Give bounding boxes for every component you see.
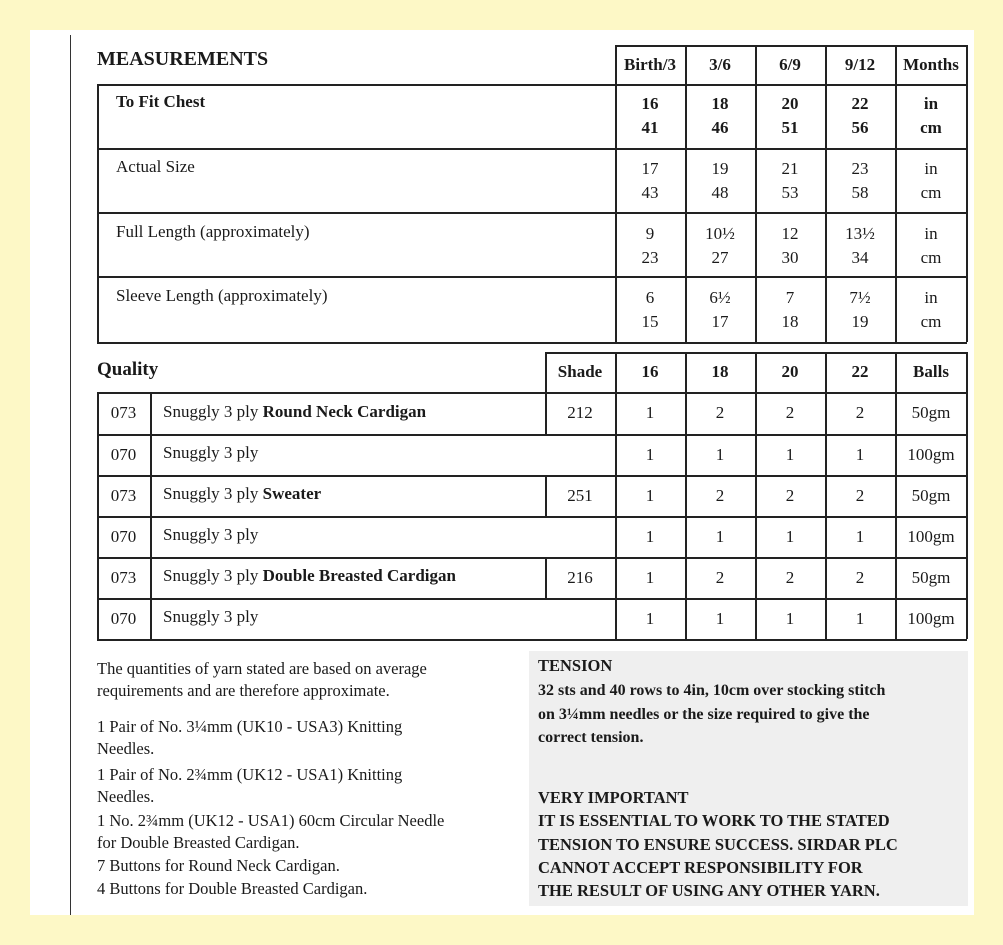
- ball-qty: 1: [855, 444, 865, 464]
- sleeve-in: 6½: [709, 288, 731, 307]
- quantities-note-line1: The quantities of yarn stated are based on average: [97, 659, 427, 678]
- chest-cm: 56: [851, 118, 869, 137]
- chest-in: 20: [781, 94, 799, 113]
- important-line2: TENSION TO ENSURE SUCCESS. SIRDAR PLC: [538, 835, 898, 854]
- length-in: 12: [781, 224, 799, 243]
- size-header-birth-3: Birth/3: [624, 55, 676, 74]
- important-line1: IT IS ESSENTIAL TO WORK TO THE STATED: [538, 811, 890, 830]
- yarn-code: 073: [110, 485, 137, 505]
- ball-qty: 1: [645, 567, 655, 587]
- size-header-6-9: 6/9: [779, 55, 801, 74]
- quantities-note-line2: requirements and are therefore approximate.: [97, 681, 390, 700]
- chest-size-header: 20: [781, 362, 799, 381]
- unit-cm: cm: [920, 312, 942, 331]
- sleeve-cm: 19: [851, 312, 869, 331]
- yarn-name: Snuggly 3 ply: [163, 484, 259, 503]
- quality-title: Quality: [97, 359, 159, 380]
- very-important-title: VERY IMPORTANT: [538, 788, 689, 807]
- margin-rule: [70, 35, 71, 915]
- actual-in: 19: [711, 159, 729, 178]
- ball-weight: 100gm: [907, 608, 955, 628]
- ball-qty: 1: [645, 526, 655, 546]
- garment-name: Double Breasted Cardigan: [262, 566, 456, 585]
- sleeve-in: 7: [785, 288, 795, 307]
- sleeve-cm: 17: [711, 312, 729, 331]
- needles-3-25-line1: 1 Pair of No. 3¼mm (UK10 - USA3) Knitting: [97, 717, 403, 736]
- ball-qty: 1: [785, 444, 795, 464]
- ball-weight: 50gm: [911, 567, 951, 587]
- yarn-code: 070: [110, 444, 137, 464]
- length-cm: 23: [641, 248, 659, 267]
- unit-in: in: [923, 94, 939, 113]
- chest-size-header: 22: [851, 362, 869, 381]
- needles-3-25-line2: Needles.: [97, 739, 155, 758]
- actual-cm: 53: [781, 183, 799, 202]
- important-line3: CANNOT ACCEPT RESPONSIBILITY FOR: [538, 858, 863, 877]
- unit-cm: cm: [920, 248, 942, 267]
- row-label: Sleeve Length (approximately): [116, 286, 328, 305]
- chest-size-header: 16: [641, 362, 659, 381]
- chest-cm: 41: [641, 118, 659, 137]
- ball-qty: 1: [715, 444, 725, 464]
- unit-in: in: [924, 159, 938, 178]
- circular-needle-line2: for Double Breasted Cardigan.: [97, 833, 300, 852]
- ball-qty: 2: [785, 403, 795, 422]
- actual-in: 21: [781, 159, 799, 178]
- yarn-code: 073: [110, 567, 137, 587]
- actual-cm: 43: [641, 183, 659, 202]
- tension-line3: correct tension.: [538, 729, 644, 746]
- ball-weight: 50gm: [911, 485, 951, 505]
- ball-weight: 100gm: [907, 444, 955, 464]
- months-header: Months: [903, 55, 959, 74]
- length-in: 9: [645, 224, 655, 243]
- ball-qty: 2: [715, 485, 725, 505]
- ball-qty: 2: [715, 567, 725, 587]
- shade-number: 216: [567, 567, 593, 587]
- garment-name: Round Neck Cardigan: [262, 402, 427, 421]
- garment-name: Sweater: [262, 484, 322, 503]
- buttons-double-breasted: 4 Buttons for Double Breasted Cardigan.: [97, 879, 368, 898]
- chest-in: 18: [711, 94, 729, 113]
- shade-header: Shade: [557, 362, 603, 381]
- row-label: Full Length (approximately): [116, 222, 310, 241]
- ball-qty: 1: [785, 608, 795, 628]
- actual-cm: 48: [711, 183, 729, 202]
- length-cm: 30: [781, 248, 799, 267]
- buttons-round-neck: 7 Buttons for Round Neck Cardigan.: [97, 856, 340, 875]
- ball-qty: 1: [715, 526, 725, 546]
- ball-qty: 1: [645, 444, 655, 464]
- circular-needle-line1: 1 No. 2¾mm (UK12 - USA1) 60cm Circular Needle: [97, 811, 445, 830]
- chest-size-header: 18: [711, 362, 729, 381]
- unit-in: in: [924, 288, 938, 307]
- ball-qty: 2: [855, 567, 865, 587]
- tension-line2: on 3¼mm needles or the size required to give the: [538, 706, 870, 723]
- ball-qty: 2: [855, 485, 865, 505]
- length-cm: 34: [851, 248, 869, 267]
- yarn-code: 070: [110, 608, 137, 628]
- unit-cm: cm: [920, 118, 942, 137]
- length-in: 13½: [845, 224, 875, 243]
- yarn-name: Snuggly 3 ply: [163, 607, 259, 626]
- ball-qty: 1: [645, 485, 655, 505]
- length-cm: 27: [711, 248, 729, 267]
- chest-cm: 46: [711, 118, 729, 137]
- row-label: Actual Size: [116, 157, 195, 176]
- yarn-name: Snuggly 3 ply: [163, 566, 259, 585]
- ball-qty: 2: [785, 485, 795, 505]
- needles-2-75-line1: 1 Pair of No. 2¾mm (UK12 - USA1) Knitting: [97, 765, 403, 784]
- yarn-code: 073: [110, 403, 137, 422]
- actual-cm: 58: [851, 183, 869, 202]
- ball-qty: 1: [715, 608, 725, 628]
- chest-in: 16: [641, 94, 659, 113]
- row-label: To Fit Chest: [116, 92, 206, 111]
- size-header-9-12: 9/12: [844, 55, 876, 74]
- ball-qty: 2: [715, 403, 725, 422]
- measurements-title: MEASUREMENTS: [97, 48, 269, 70]
- sleeve-cm: 18: [781, 312, 799, 331]
- yarn-code: 070: [110, 526, 137, 546]
- ball-qty: 2: [855, 403, 865, 422]
- chest-in: 22: [851, 94, 869, 113]
- yarn-name: Snuggly 3 ply: [163, 443, 259, 462]
- shade-number: 251: [567, 485, 593, 505]
- ball-qty: 2: [785, 567, 795, 587]
- ball-weight: 50gm: [911, 403, 951, 422]
- yarn-name: Snuggly 3 ply: [163, 402, 259, 421]
- needles-2-75-line2: Needles.: [97, 787, 155, 806]
- important-line4: THE RESULT OF USING ANY OTHER YARN.: [538, 881, 880, 900]
- sleeve-in: 7½: [849, 288, 871, 307]
- unit-cm: cm: [920, 183, 942, 202]
- chest-cm: 51: [781, 118, 799, 137]
- unit-in: in: [924, 224, 938, 243]
- balls-header: Balls: [913, 362, 949, 381]
- ball-qty: 1: [645, 403, 655, 422]
- tension-line1: 32 sts and 40 rows to 4in, 10cm over stocking stitch: [538, 682, 886, 699]
- ball-qty: 1: [785, 526, 795, 546]
- yarn-name: Snuggly 3 ply: [163, 525, 259, 544]
- actual-in: 23: [851, 159, 869, 178]
- ball-qty: 1: [855, 526, 865, 546]
- ball-qty: 1: [645, 608, 655, 628]
- sleeve-cm: 15: [641, 312, 659, 331]
- actual-in: 17: [641, 159, 659, 178]
- ball-weight: 100gm: [907, 526, 955, 546]
- sleeve-in: 6: [645, 288, 655, 307]
- size-header-3-6: 3/6: [709, 55, 731, 74]
- shade-number: 212: [567, 403, 593, 422]
- length-in: 10½: [705, 224, 735, 243]
- ball-qty: 1: [855, 608, 865, 628]
- tension-title: TENSION: [538, 656, 613, 675]
